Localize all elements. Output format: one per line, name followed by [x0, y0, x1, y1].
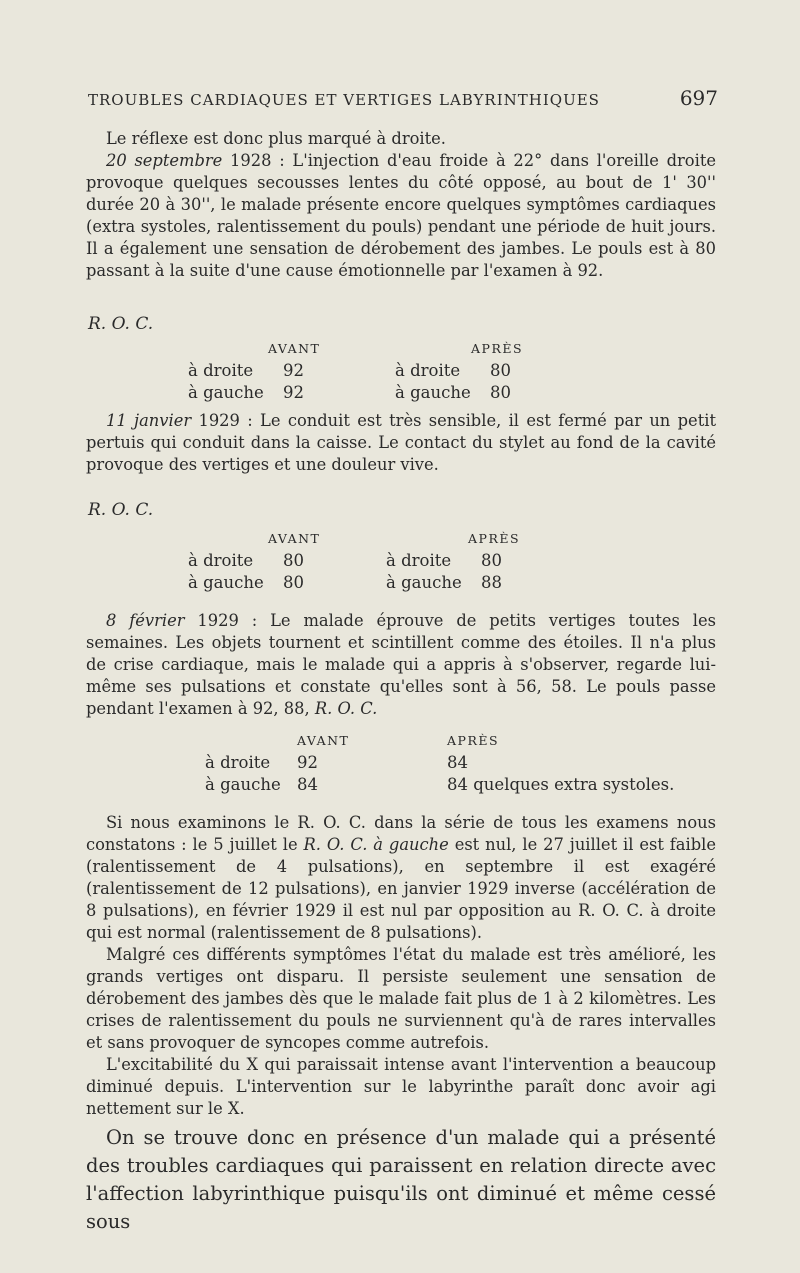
table-row: à droite 80	[188, 551, 304, 570]
paragraph-malgre: Malgré ces différents symptômes l'état du malade est très amélioré, les grands vertiges ont disparu. Il persiste seulement une sensation de dérobement des jambes dès que le malade fait plus de 1 à 2 kilomètres. Les crises de ralentissement du pouls ne surviennent qu'à de rares intervalles et sans provoquer de syncopes comme autrefois.	[86, 945, 716, 1052]
running-title: TROUBLES CARDIAQUES ET VERTIGES LABYRINTHIQUES	[88, 91, 600, 109]
page-number: 697	[679, 86, 718, 110]
running-header	[88, 86, 718, 110]
table-row: à gauche 80	[395, 383, 511, 402]
table-1-apres-header: APRÈS	[471, 341, 524, 356]
table-3-avant-header: AVANT	[297, 733, 350, 748]
table-row: à droite 80	[395, 361, 511, 380]
paragraph-reflexe: Le réflexe est donc plus marqué à droite.	[106, 129, 446, 148]
table-row: à gauche 80	[188, 573, 304, 592]
table-1-apres	[395, 338, 523, 404]
paragraph-si-nous-examinons: Si nous examinons le R. O. C. dans la série de tous les examens nous constatons : le 5 juillet le R. O. C. à gauche est nul, le 27 juillet il est faible (ralentissement de 4 pulsations), en septembre il est exagéré (ralentissement de 12 pulsations), en janvier 1929 inverse (accélération de 8 pulsations), en février 1929 il est nul par opposition au R. O. C. à droite qui est normal (ralentissement de 8 pulsations).	[86, 813, 716, 942]
paragraph-8-fevrier-text: 1929 : Le malade éprouve de petits vertiges toutes les semaines. Les objets tournent et scintillent comme des étoiles. Il n'a plus de crise cardiaque, mais le malade qui a appris à s'observer, regarde lui-même ses pulsations et constate qu'elles sont à 56, 58. Le pouls passe pendant l'examen à 92, 88,	[86, 611, 716, 718]
table-2-avant	[188, 528, 320, 594]
paragraph-conclusion: On se trouve donc en présence d'un malade qui a présenté des troubles cardiaques qui paraissent en relation directe avec l'affection labyrinthique puisqu'ils ont diminué et même cessé sous	[86, 1126, 716, 1233]
paragraph-excitabilite: L'excitabilité du X qui paraissait intense avant l'intervention a beaucoup diminué depuis. L'intervention sur le labyrinthe paraît donc avoir agi nettement sur le X.	[86, 1055, 716, 1118]
paragraph-20-septembre	[86, 150, 716, 282]
table-2-apres-header: APRÈS	[468, 531, 521, 546]
date-8-fevrier: 8 février	[106, 611, 185, 630]
table-1-avant	[188, 338, 320, 404]
date-11-janvier: 11 janvier	[106, 411, 192, 430]
paragraph-block-2	[86, 410, 716, 476]
roc-label-2: R. O. C.	[88, 500, 154, 520]
paragraph-11-janvier	[86, 410, 716, 476]
table-3-apres-header: APRÈS	[447, 733, 500, 748]
paragraph-block-1	[86, 128, 716, 282]
table-row: à droite 80	[386, 551, 502, 570]
table-3-header-row	[205, 730, 674, 752]
table-1-avant-header: AVANT	[268, 341, 321, 356]
paragraph-block-4	[86, 812, 716, 1120]
table-row: à droite 92	[188, 361, 304, 380]
roc-a-gauche: R. O. C. à gauche	[303, 835, 449, 854]
table-3	[205, 730, 674, 796]
table-row: à droite 92 84	[205, 753, 468, 772]
table-row: à gauche 84 84 quelques extra systoles.	[205, 775, 675, 794]
paragraph-8-fevrier	[86, 610, 716, 720]
roc-inline: R. O. C.	[314, 699, 378, 718]
table-row: à gauche 88	[386, 573, 502, 592]
paragraph-block-5	[86, 1124, 716, 1236]
paragraph-20-septembre-text: 1928 : L'injection d'eau froide à 22° dans l'oreille droite provoque quelques secousses lentes du côté opposé, au bout de 1' 30'' durée 20 à 30'', le malade présente encore quelques symptômes cardiaques (extra systoles, ralentissement du pouls) pendant une période de huit jours. Il a également une sensation de dérobement des jambes. Le pouls est à 80 passant à la suite d'une cause émotionnelle par l'examen à 92.	[86, 151, 716, 280]
table-2-apres	[386, 528, 520, 594]
table-row: à gauche 92	[188, 383, 304, 402]
table-2-avant-header: AVANT	[268, 531, 321, 546]
paragraph-11-janvier-text: 1929 : Le conduit est très sensible, il est fermé par un petit pertuis qui conduit dans la caisse. Le contact du stylet au fond de la cavité provoque des vertiges et une douleur vive.	[86, 411, 716, 474]
date-20-septembre: 20 septembre	[106, 151, 223, 170]
paragraph-block-3	[86, 610, 716, 720]
roc-label-1: R. O. C.	[88, 314, 154, 334]
